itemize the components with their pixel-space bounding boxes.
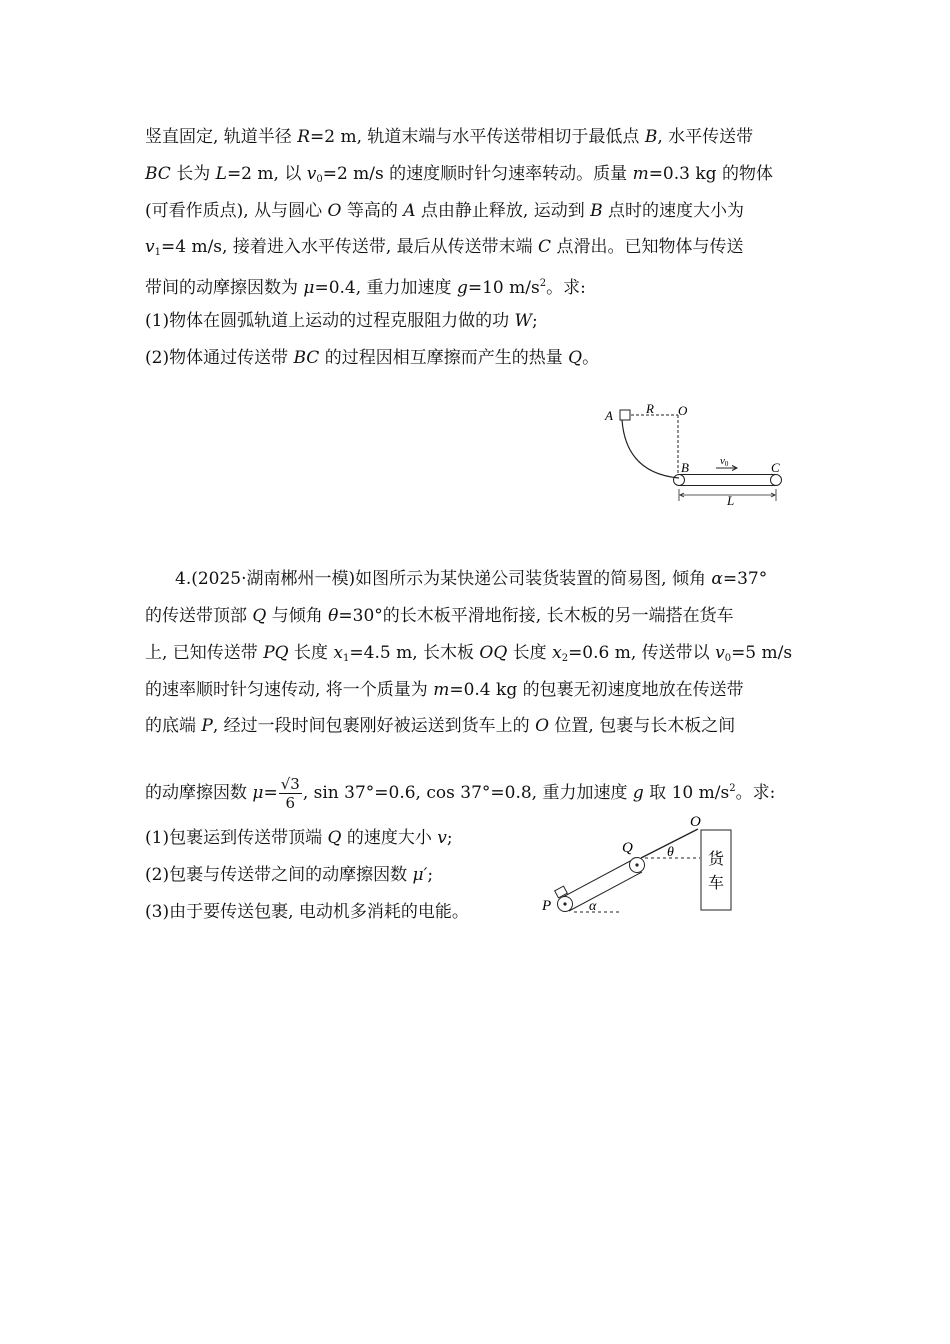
label-P2: P [542, 898, 552, 914]
p3-line-5: 带间的动摩擦因数为 μ=0.4, 重力加速度 g=10 $m/s^2$。求: [145, 278, 586, 298]
p4-question-2: (2)包裹与传送带之间的动摩擦因数 μ′; [145, 865, 434, 885]
p3-line-4: $v_1=4$ m/s, 接着进入水平传送带, 最后从传送带末端 C 点滑出。已知物体与传送 [145, 237, 744, 258]
label-O2: O [690, 814, 701, 830]
pulley-B [674, 475, 685, 486]
p4-question-1: (1)包裹运到传送带顶端 Q 的速度大小 v; [145, 828, 453, 848]
label-Q2: Q [622, 840, 633, 856]
label-C: C [771, 460, 780, 475]
figure-arc-conveyor [598, 398, 798, 510]
pulley-C [771, 475, 782, 486]
label-A: A [605, 408, 613, 423]
truck-label-2: 车 [708, 875, 725, 892]
label-L: L [727, 493, 735, 508]
p3-line-3: (可看作质点), 从与圆心 O 等高的 A 点由静止释放, 运动到 B 点时的速度大小为 [145, 201, 745, 221]
friction-fraction: $\frac{√3}{6}$ [280, 775, 300, 812]
pulley-Q-center [635, 863, 638, 866]
p3-line-1: 竖直固定, 轨道半径 R=2 m, 轨道末端与水平传送带相切于最低点 B, 水平传送带 [145, 127, 754, 147]
p3-question-2: (2)物体通过传送带 BC 的过程因相互摩擦而产生的热量 Q。 [145, 348, 600, 368]
pulley-P-center [563, 902, 566, 905]
p3-question-1: (1)物体在圆弧轨道上运动的过程克服阻力做的功 W; [145, 311, 538, 331]
label-B: B [681, 460, 689, 475]
label-alpha: α [589, 899, 597, 914]
p4-line-5: 的底端 P, 经过一段时间包裹刚好被运送到货车上的 O 位置, 包裹与长木板之间 [145, 716, 736, 736]
figure-incline-conveyor [536, 812, 742, 920]
belt-lower [569, 872, 642, 911]
label-R: R [646, 401, 654, 416]
block-A [620, 410, 630, 420]
p4-line-3: 上, 已知传送带 PQ 长度 $x_1=4.5$ m, 长木板 OQ 长度 $x_2=0.6$ m, 传送带以 $v_0=5$ m/s [145, 643, 793, 664]
truck-label-1: 货 [708, 851, 725, 868]
p4-line-6: 的动摩擦因数 μ= $\frac{√3}{6}$ , sin 37°=0.6, cos 37°=0.8, 重力加速度 g 取 10 $m/s^2$。求: [145, 775, 776, 812]
label-v0: v0 [720, 455, 729, 468]
label-O: O [678, 403, 688, 418]
arc-track [622, 420, 679, 478]
p4-line-2: 的传送带顶部 Q 与倾角 θ=30°的长木板平滑地衔接, 长木板的另一端搭在货车 [145, 606, 734, 626]
p4-line-4: 的速率顺时针匀速传动, 将一个质量为 m=0.4 kg 的包裹无初速度地放在传送带 [145, 680, 744, 700]
belt-upper [561, 859, 634, 898]
p4-line-1: 4.(2025·湖南郴州一模)如图所示为某快递公司装货装置的简易图, 倾角 α=37° [175, 569, 768, 589]
p3-line-2: BC 长为 L=2 m, 以 $v_0=2$ m/s 的速度顺时针匀速率转动。质量 m=0.3 kg 的物体 [145, 164, 773, 185]
truck [701, 830, 731, 910]
label-theta: θ [667, 845, 674, 860]
p4-question-3: (3)由于要传送包裹, 电动机多消耗的电能。 [145, 902, 469, 922]
